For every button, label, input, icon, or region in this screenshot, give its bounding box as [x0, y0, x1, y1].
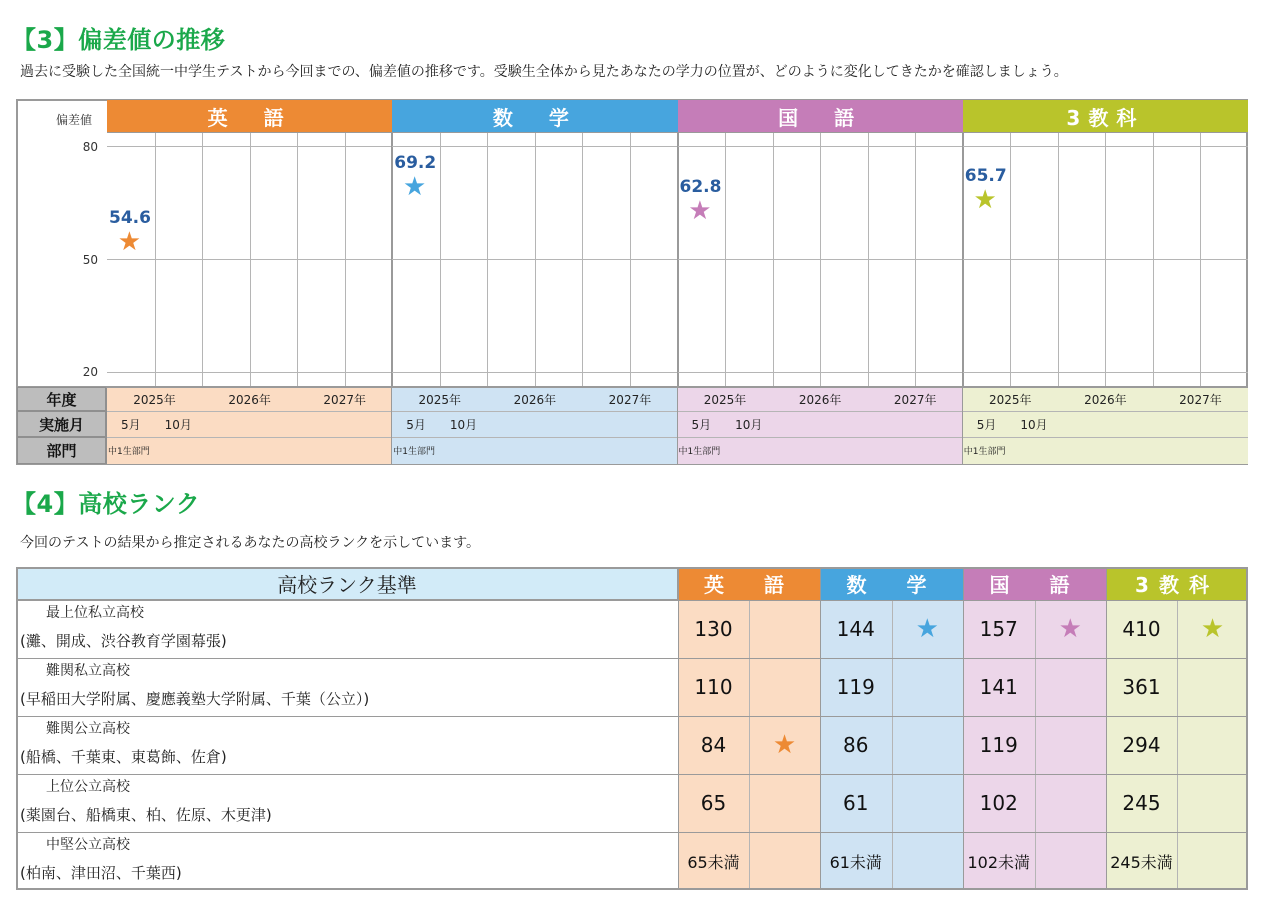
section3-description: 過去に受験した全国統一中学生テストから今回までの、偏差値の推移です。受験生全体から見たあなたの学力の位置が、どのように変化してきたかを確認しましょう。 — [20, 64, 1068, 80]
grid-hline — [107, 372, 392, 373]
rank-value: 61未満 — [829, 852, 882, 872]
data-point-star: ★ — [973, 184, 997, 215]
rank-schools: (柏南、津田沼、千葉西) — [20, 864, 182, 882]
rank-star: ★ — [1058, 614, 1082, 644]
grid-hline — [678, 146, 963, 147]
year-label: 2026年 — [798, 392, 842, 407]
rank-star: ★ — [915, 614, 939, 644]
rank-subject-header: 数 学 — [820, 567, 963, 600]
rank-header: 高校ランク基準 — [16, 567, 678, 600]
row-label-division: 部門 — [17, 437, 106, 464]
rank-schools: (早稲田大学附属、慶應義塾大学附属、千葉（公立）) — [20, 690, 370, 708]
year-label: 2026年 — [228, 392, 271, 407]
year-label: 2025年 — [133, 392, 176, 407]
rank-subject-header: 英 語 — [678, 567, 820, 600]
grid-hline — [107, 146, 392, 147]
rank-value: 119 — [836, 675, 875, 699]
panel-header: 数 学 — [392, 100, 677, 132]
grid-hline — [392, 259, 677, 260]
rank-schools: (灘、開成、渋谷教育学園幕張) — [20, 632, 227, 650]
y-axis-label: 偏差値 — [55, 113, 92, 127]
rank-value: 157 — [979, 617, 1018, 641]
data-label: 62.8 — [679, 176, 722, 197]
rank-value: 84 — [700, 733, 727, 757]
panel-header: 英 語 — [107, 100, 392, 132]
grid-hline — [963, 259, 1248, 260]
year-label: 2027年 — [608, 392, 652, 407]
data-point-star: ★ — [688, 195, 712, 226]
rank-value: 86 — [843, 733, 869, 757]
year-label: 2025年 — [989, 392, 1032, 407]
month-label: 5月 — [976, 417, 997, 432]
grid-hline — [678, 372, 963, 373]
rank-name: 最上位私立高校 — [46, 605, 144, 621]
division-label: 中1生部門 — [963, 447, 1006, 457]
row-label-year: 年度 — [17, 387, 106, 411]
grid-hline — [392, 372, 677, 373]
label-col-line — [106, 386, 107, 464]
grid-hline — [107, 259, 392, 260]
rank-value: 119 — [979, 733, 1018, 757]
rank-value: 361 — [1122, 675, 1161, 699]
rank-value: 102未満 — [967, 852, 1031, 872]
y-tick-20: 20 — [82, 365, 98, 379]
division-label: 中1生部門 — [108, 447, 150, 457]
rank-value: 65未満 — [687, 852, 740, 872]
year-label: 2026年 — [1084, 392, 1127, 407]
rank-col-line — [820, 567, 821, 890]
rank-col-line — [963, 567, 964, 890]
y-tick-80: 80 — [82, 140, 98, 154]
rank-value: 141 — [979, 675, 1018, 699]
rank-value: 102 — [979, 791, 1018, 815]
year-label: 2025年 — [418, 392, 462, 407]
rank-value: 294 — [1122, 733, 1161, 757]
rank-star: ★ — [1200, 614, 1225, 644]
section3-title: 【3】偏差値の推移 — [12, 26, 226, 54]
rank-subject-header: 3教科 — [1106, 567, 1248, 600]
grid-hline — [963, 146, 1248, 147]
rank-name: 難関公立高校 — [46, 721, 130, 737]
rank-value: 410 — [1122, 617, 1161, 641]
division-label: 中1生部門 — [393, 447, 435, 457]
division-label: 中1生部門 — [678, 447, 721, 457]
section4-description: 今回のテストの結果から推定されるあなたの高校ランクを示しています。 — [20, 535, 481, 551]
rank-frame — [16, 567, 1248, 890]
grid-hline — [963, 372, 1248, 373]
data-point-star: ★ — [403, 171, 427, 202]
rank-value: 110 — [694, 675, 733, 699]
year-label: 2025年 — [703, 392, 747, 407]
year-label: 2026年 — [513, 392, 557, 407]
panel-header: 国 語 — [678, 100, 963, 132]
rank-schools: (船橋、千葉東、東葛飾、佐倉) — [20, 748, 227, 766]
table-top-line — [16, 386, 1248, 388]
rank-subject-header: 国 語 — [963, 567, 1106, 600]
rank-col-line — [1106, 567, 1107, 890]
year-label: 2027年 — [893, 392, 937, 407]
year-label: 2027年 — [1179, 392, 1222, 407]
month-label: 10月 — [1020, 417, 1048, 432]
rank-name: 中堅公立高校 — [46, 837, 130, 853]
data-label: 69.2 — [394, 152, 437, 173]
rank-star: ★ — [772, 730, 797, 760]
rank-value: 144 — [836, 617, 875, 641]
month-label: 5月 — [120, 417, 141, 432]
month-label: 5月 — [691, 417, 712, 432]
rank-value: 245 — [1122, 791, 1161, 815]
section4-title: 【4】高校ランク — [12, 490, 201, 518]
rank-name: 難関私立高校 — [46, 663, 130, 679]
year-label: 2027年 — [323, 392, 366, 407]
rank-col-line — [678, 567, 679, 890]
y-tick-50: 50 — [82, 253, 98, 267]
rank-schools: (薬園台、船橋東、柏、佐原、木更津) — [20, 806, 272, 824]
rank-value: 245未満 — [1110, 852, 1173, 872]
rank-value: 61 — [843, 791, 869, 815]
data-label: 65.7 — [964, 165, 1007, 186]
grid-hline — [392, 146, 677, 147]
header-underline — [107, 132, 1248, 133]
month-label: 10月 — [449, 417, 478, 432]
month-label: 10月 — [735, 417, 763, 432]
rank-name: 上位公立高校 — [46, 779, 130, 795]
month-label: 5月 — [406, 417, 426, 432]
grid-hline — [678, 259, 963, 260]
data-label: 54.6 — [109, 207, 151, 228]
data-point-star: ★ — [117, 226, 142, 257]
panel-header: 3教科 — [963, 100, 1248, 132]
row-label-month: 実施月 — [17, 411, 106, 437]
rank-value: 130 — [694, 617, 733, 641]
rank-value: 65 — [700, 791, 727, 815]
month-label: 10月 — [164, 417, 192, 432]
